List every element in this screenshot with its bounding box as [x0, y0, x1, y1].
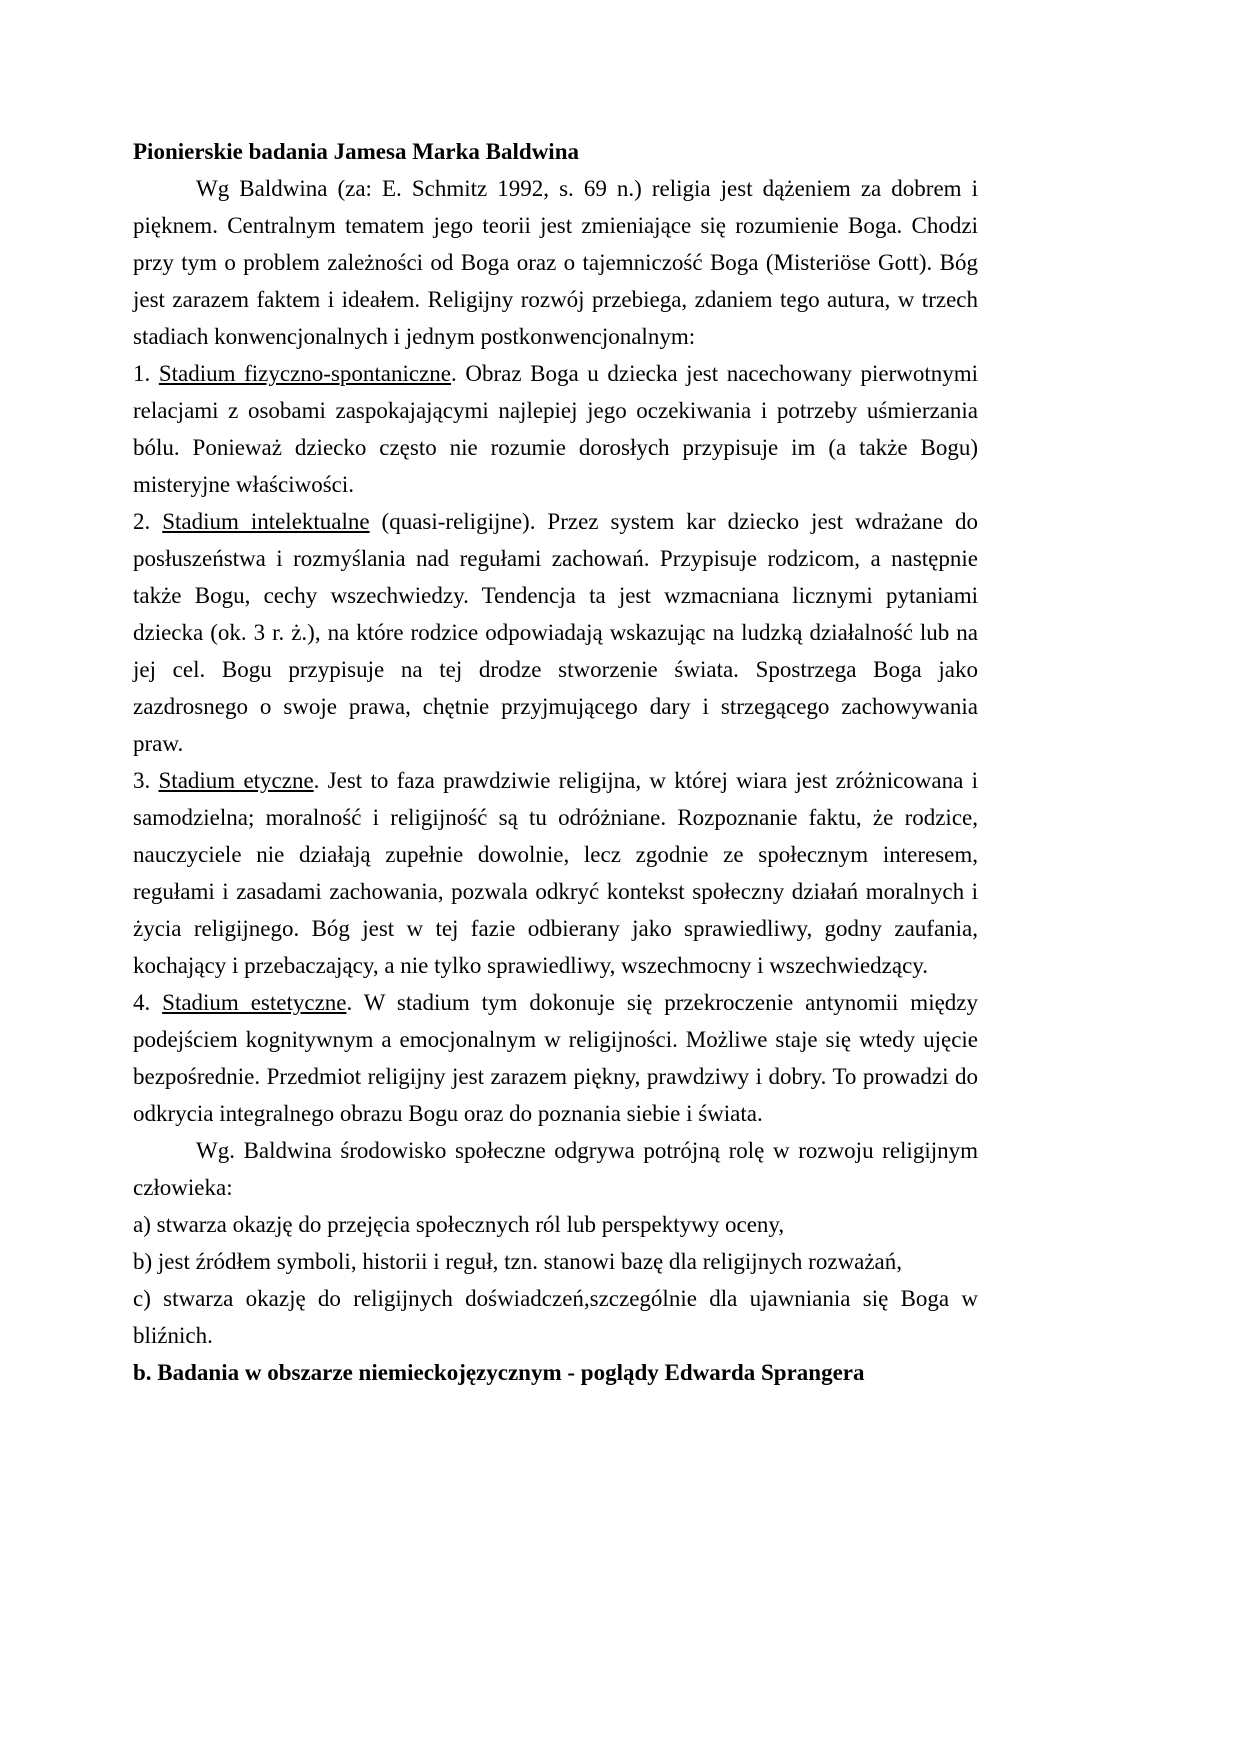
list-item-c: [133, 1280, 978, 1354]
stage-name-underlined: Stadium estetyczne: [162, 990, 347, 1015]
stage-name-underlined: Stadium intelektualne: [162, 509, 370, 534]
paragraph-stage-3: [133, 762, 978, 984]
paragraph-roles-intro: [133, 1132, 978, 1206]
stage-text: . W stadium tym dokonuje się przekroczenie antynomii między podejściem kognitywnym a emocjonalnym w religijności. Możliwe staje się wtedy ujęcie bezpośrednie. Przedmiot religijny jest zarazem piękny, prawdziwy i dobry. To prowadzi do odkrycia integralnego obrazu Bogu oraz do poznania siebie i świata.: [133, 990, 978, 1126]
paragraph-stage-4: [133, 984, 978, 1132]
text-segment: b) jest źródłem symboli, historii i reguł, tzn. stanowi bazę dla religijnych rozważań,: [133, 1249, 903, 1274]
list-item-b: [133, 1243, 978, 1280]
text-segment: a) stwarza okazję do przejęcia społecznych ról lub perspektywy oceny,: [133, 1212, 785, 1237]
text-segment: c) stwarza okazję do religijnych doświadczeń,szczególnie dla ujawniania się Boga w bliźnich.: [133, 1286, 978, 1348]
stage-name-underlined: Stadium fizyczno-spontaniczne: [158, 361, 452, 386]
stage-number: 3.: [133, 768, 159, 793]
stage-text: . Obraz Boga u dziecka jest nacechowany pierwotnymi relacjami z osobami zaspokajającymi najlepiej jego oczekiwania i potrzeby uśmierzania bólu. Ponieważ dziecko często nie rozumie dorosłych przypisuje im (a także Bogu) misteryjne właściwości.: [133, 361, 978, 497]
paragraph-stage-1: [133, 355, 978, 503]
stage-number: 2.: [133, 509, 163, 534]
document-title: Pionierskie badania Jamesa Marka Baldwina: [133, 139, 579, 164]
text-segment: Wg. Baldwina środowisko społeczne odgrywa potrójną rolę w rozwoju religijnym człowieka:: [133, 1138, 978, 1200]
list-item-a: [133, 1206, 978, 1243]
stage-text: (quasi-religijne). Przez system kar dziecko jest wdrażane do posłuszeństwa i rozmyślania nad regułami zachowań. Przypisuje rodzicom, a następnie także Bogu, cechy wszechwiedzy. Tendencja ta jest wzmacniana licznymi pytaniami dziecka (ok. 3 r. ż.), na które rodzice odpowiadają wskazując na ludzką działalność lub na jej cel. Bogu przypisuje na tej drodze stworzenie świata. Spostrzega Boga jako zazdrosnego o swoje prawa, chętnie przyjmującego dary i strzegącego zachowywania praw.: [133, 509, 978, 756]
stage-text: . Jest to faza prawdziwie religijna, w której wiara jest zróżnicowana i samodzielna; moralność i religijność są tu odróżniane. Rozpoznanie faktu, że rodzice, nauczyciele nie działają zupełnie dowolnie, lecz zgodnie ze społecznym interesem, regułami i zasadami zachowania, pozwala odkryć kontekst społeczny działań moralnych i życia religijnego. Bóg jest w tej fazie odbierany jako sprawiedliwy, godny zaufania, kochający i przebaczający, a nie tylko sprawiedliwy, wszechmocny i wszechwiedzący.: [133, 768, 978, 978]
stage-name-underlined: Stadium etyczne: [158, 768, 314, 793]
paragraph-stage-2: [133, 503, 978, 762]
paragraph-intro: [133, 170, 978, 355]
stage-number: 1.: [133, 361, 159, 386]
next-section-heading: [133, 1354, 978, 1391]
text-segment: b. Badania w obszarze niemieckojęzycznym - poglądy Edwarda Sprangera: [133, 1360, 865, 1385]
text-segment: Wg Baldwina (za: E. Schmitz 1992, s. 69 n.) religia jest dążeniem za dobrem i pięknem. Centralnym tematem jego teorii jest zmieniające się rozumienie Boga. Chodzi przy tym o problem zależności od Boga oraz o tajemniczość Boga (Misteriöse Gott). Bóg jest zarazem faktem i ideałem. Religijny rozwój przebiega, zdaniem tego autura, w trzech stadiach konwencjonalnych i jednym postkonwencjonalnym:: [133, 176, 978, 349]
stage-number: 4.: [133, 990, 163, 1015]
